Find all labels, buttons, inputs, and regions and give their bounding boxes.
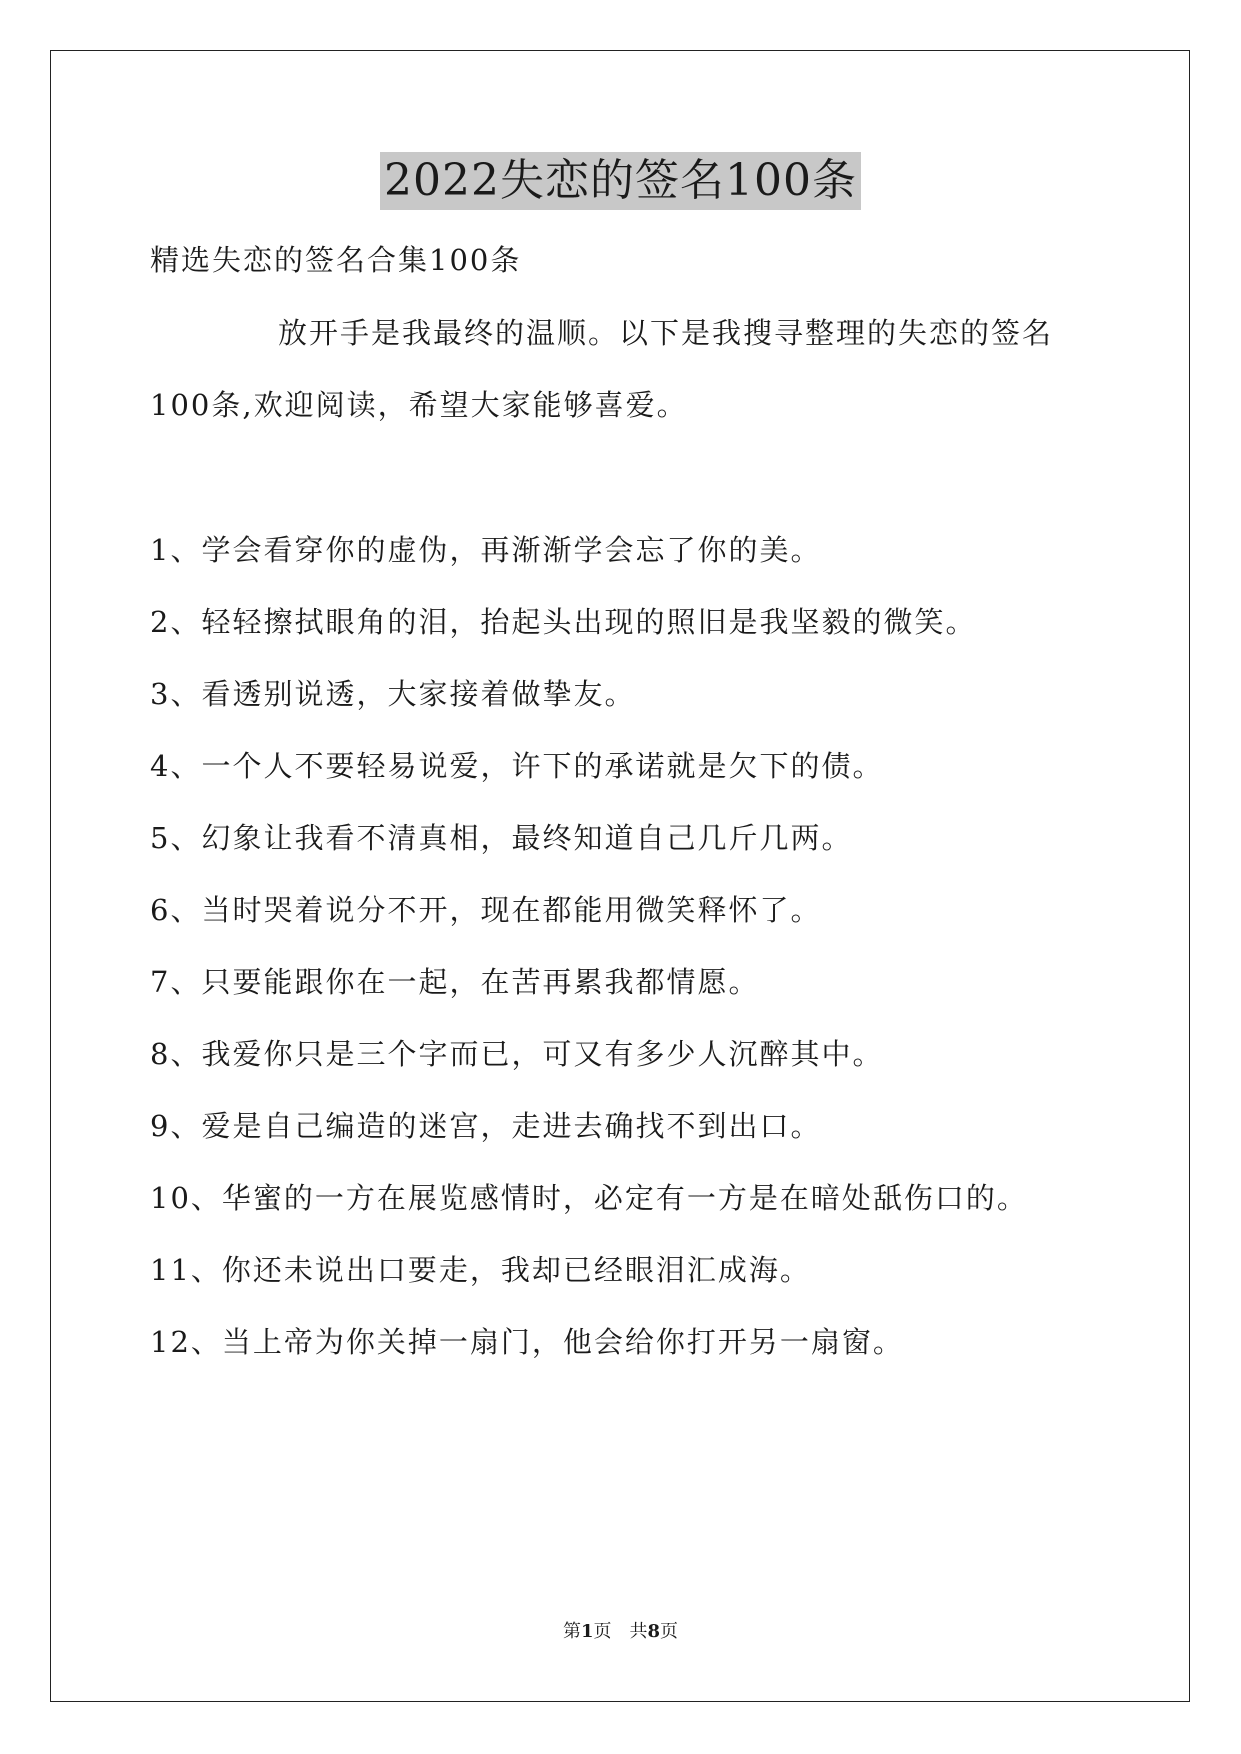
- list-item: 12、当上帝为你关掉一扇门，他会给你打开另一扇窗。: [150, 1325, 904, 1359]
- list-item: 4、一个人不要轻易说爱，许下的承诺就是欠下的债。: [150, 749, 884, 783]
- page-border: [50, 50, 1190, 1702]
- intro-paragraph-line-1: 放开手是我最终的温顺。以下是我搜寻整理的失恋的签名: [278, 316, 1054, 350]
- list-item: 5、幻象让我看不清真相，最终知道自己几斤几两。: [150, 821, 853, 855]
- list-item: 11、你还未说出口要走，我却已经眼泪汇成海。: [150, 1253, 811, 1287]
- list-item: 9、爱是自己编造的迷宫，走进去确找不到出口。: [150, 1109, 822, 1143]
- intro-paragraph-line-2: 100条,欢迎阅读，希望大家能够喜爱。: [150, 388, 688, 422]
- footer-page-suffix: 页: [593, 1621, 612, 1642]
- list-item: 2、轻轻擦拭眼角的泪，抬起头出现的照旧是我坚毅的微笑。: [150, 605, 977, 639]
- subtitle: 精选失恋的签名合集100条: [150, 243, 522, 277]
- footer-total-prefix: 共: [629, 1621, 648, 1642]
- page-footer: [0, 1620, 1241, 1644]
- list-item: 8、我爱你只是三个字而已，可又有多少人沉醉其中。: [150, 1037, 884, 1071]
- footer-page-number: 1: [580, 1621, 594, 1642]
- footer-total-pages: 8: [647, 1621, 661, 1642]
- footer-prefix: 第: [562, 1621, 581, 1642]
- list-item: 6、当时哭着说分不开，现在都能用微笑释怀了。: [150, 893, 822, 927]
- list-item: 7、只要能跟你在一起，在苦再累我都情愿。: [150, 965, 760, 999]
- title-container: [0, 152, 1241, 210]
- list-item: 1、学会看穿你的虚伪，再渐渐学会忘了你的美。: [150, 533, 822, 567]
- document-title: 2022失恋的签名100条: [380, 152, 861, 210]
- list-item: 10、华蜜的一方在展览感情时，必定有一方是在暗处舐伤口的。: [150, 1181, 1028, 1215]
- list-item: 3、看透别说透，大家接着做挚友。: [150, 677, 636, 711]
- footer-total-suffix: 页: [660, 1621, 679, 1642]
